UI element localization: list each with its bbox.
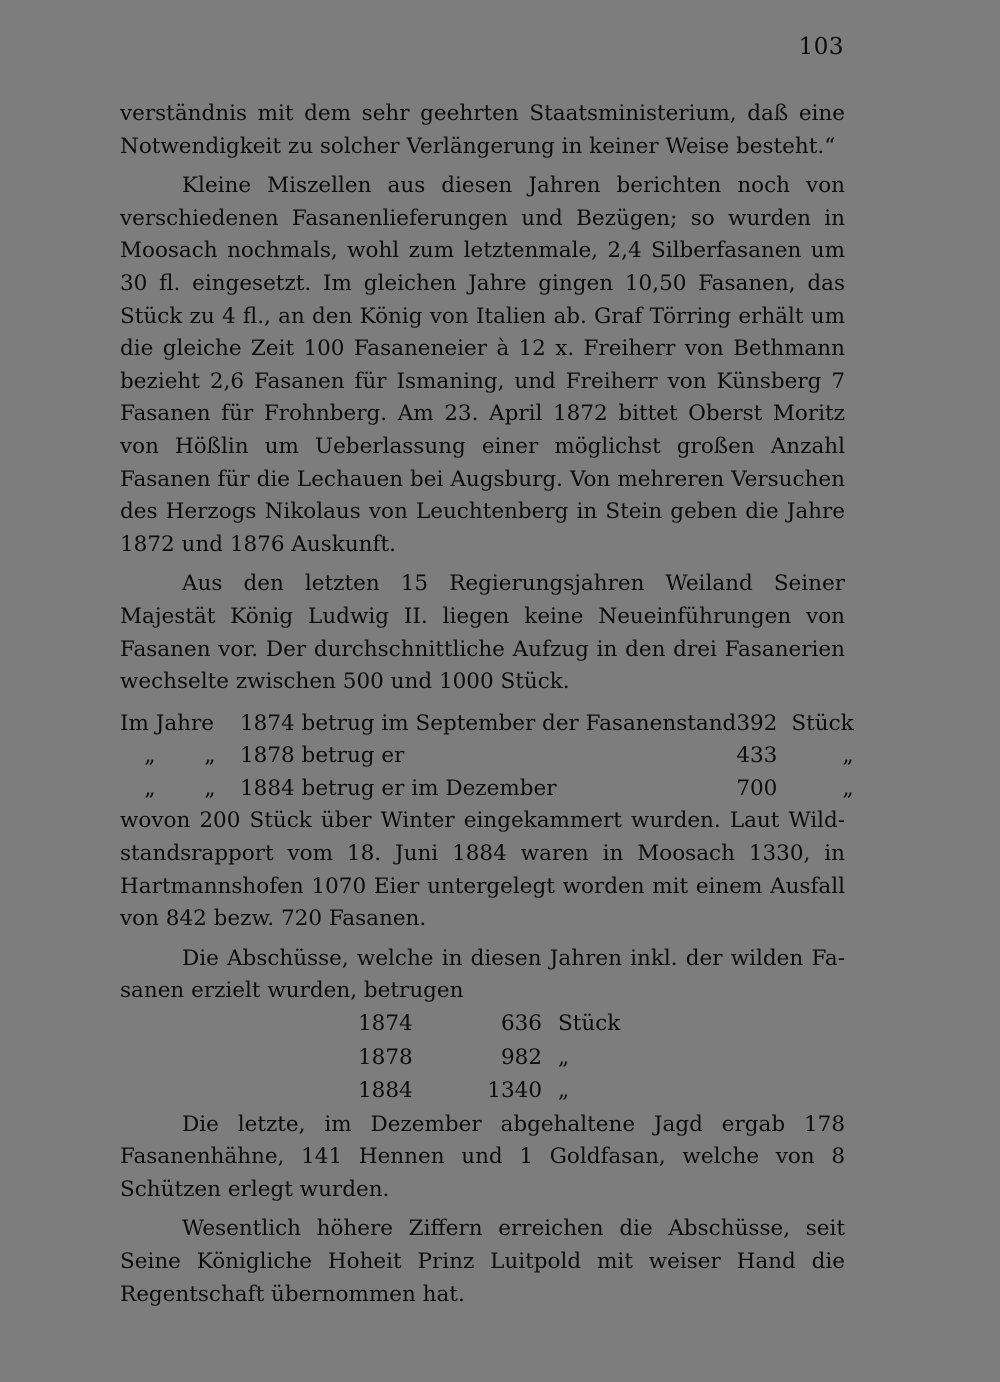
- row-prefix: [120, 773, 240, 806]
- row-description: 1874 betrug im September der Fasanenstand: [240, 710, 737, 736]
- row-count: 392: [736, 710, 778, 736]
- paragraph-letzte-jagd: Die letzte, im Dezember abgehaltene Jagd ergab 178 Fasanenhähne, 141 Hennen und 1 Goldfasan, welche von 8 Schützen erlegt wurden.: [120, 1111, 845, 1202]
- row-count: 982: [500, 1044, 542, 1070]
- row-count: 1340: [487, 1078, 542, 1104]
- row-unit: „: [558, 1044, 570, 1070]
- paragraph-miszellen: Kleine Miszellen aus diesen Jahren berichten noch von verschiedenen Fasanenlieferungen und Bezügen; so wurden in Moosach nochmals, wohl zum letztenmale, 2,4 Silberfasanen um 30 fl. eingesetzt. Im gleichen Jahre gingen 10,50 Fasanen, das Stück zu 4 fl., an den König von Italien ab. Graf Törring erhält um die gleiche Zeit 100 Fasaneneier à 12 x. Freiherr von Bethmann bezieht 2,6 Fasanen für Ismaning, und Freiherr von Künsberg 7 Fasanen für Frohnberg. Am 23. April 1872 bittet Oberst Moritz von Hößlin um Ueberlassung einer möglichst großen Anzahl Fasanen für die Lechauen bei Augsburg. Von mehreren Versuchen des Herzogs Nikolaus von Leuchtenberg in Stein geben die Jahre 1872 und 1876 Auskunft.: [120, 173, 845, 557]
- row-description: 1884 betrug er im Dezember: [240, 775, 557, 801]
- row-description: 1878 betrug er: [240, 743, 405, 769]
- paragraph-abschuesse-intro: Die Abschüsse, welche in diesen Jahren inkl. der wilden Fasanen erzielt wurden, betrugen: [120, 945, 845, 1004]
- paragraph-regentschaft: Wesentlich höhere Ziffern erreichen die Abschüsse, seit Seine Königliche Hoheit Prinz Luitpold mit weiser Hand die Regentschaft übernommen hat.: [120, 1216, 845, 1307]
- row-count: 636: [500, 1011, 542, 1037]
- paragraph-continuation: verständnis mit dem sehr geehrten Staatsministerium, daß eine Notwendigkeit zu solcher Verlängerung in keiner Weise besteht.“: [120, 101, 845, 159]
- row-unit: Stück: [791, 710, 854, 736]
- table-row: [358, 1042, 628, 1076]
- table-row: [358, 1008, 628, 1042]
- paragraph-wovon: wovon 200 Stück über Winter eingekammert wurden. Laut Wildstandsrapport vom 18. Juni 1884 waren in Moosach 1330, in Hartmannshofen 1070 Eier untergelegt worden mit einem Ausfall von 842 bezw. 720 Fasanen.: [120, 808, 845, 932]
- table-row: [358, 1075, 628, 1109]
- row-unit: „: [842, 775, 854, 801]
- ditto-mark: „: [144, 775, 156, 801]
- row-unit: „: [842, 743, 854, 769]
- table-row: [120, 708, 854, 741]
- row-unit: Stück: [558, 1011, 621, 1037]
- ditto-mark: „: [144, 743, 156, 769]
- row-prefix: Im Jahre: [120, 710, 214, 736]
- fasanenstand-table: [120, 708, 854, 806]
- ditto-mark: „: [204, 743, 216, 769]
- row-unit: „: [558, 1078, 570, 1104]
- row-year: 1874: [358, 1011, 413, 1037]
- row-year: 1878: [358, 1044, 413, 1070]
- ditto-mark: „: [204, 775, 216, 801]
- table-row: [120, 773, 854, 806]
- paragraph-regierungsjahre: Aus den letzten 15 Regierungsjahren Weiland Seiner Majestät König Ludwig II. liegen keine Neueinführungen von Fasanen vor. Der durchschnittliche Aufzug in den drei Fasanerien wechselte zwischen 500 und 1000 Stück.: [120, 571, 845, 695]
- row-prefix: [120, 740, 240, 773]
- table-row: [120, 740, 854, 773]
- page-number: 103: [798, 34, 844, 60]
- body-text: [120, 98, 854, 1311]
- row-year: 1884: [358, 1078, 413, 1104]
- row-count: 700: [736, 775, 778, 801]
- row-count: 433: [736, 743, 778, 769]
- abschuss-table: [358, 1008, 628, 1109]
